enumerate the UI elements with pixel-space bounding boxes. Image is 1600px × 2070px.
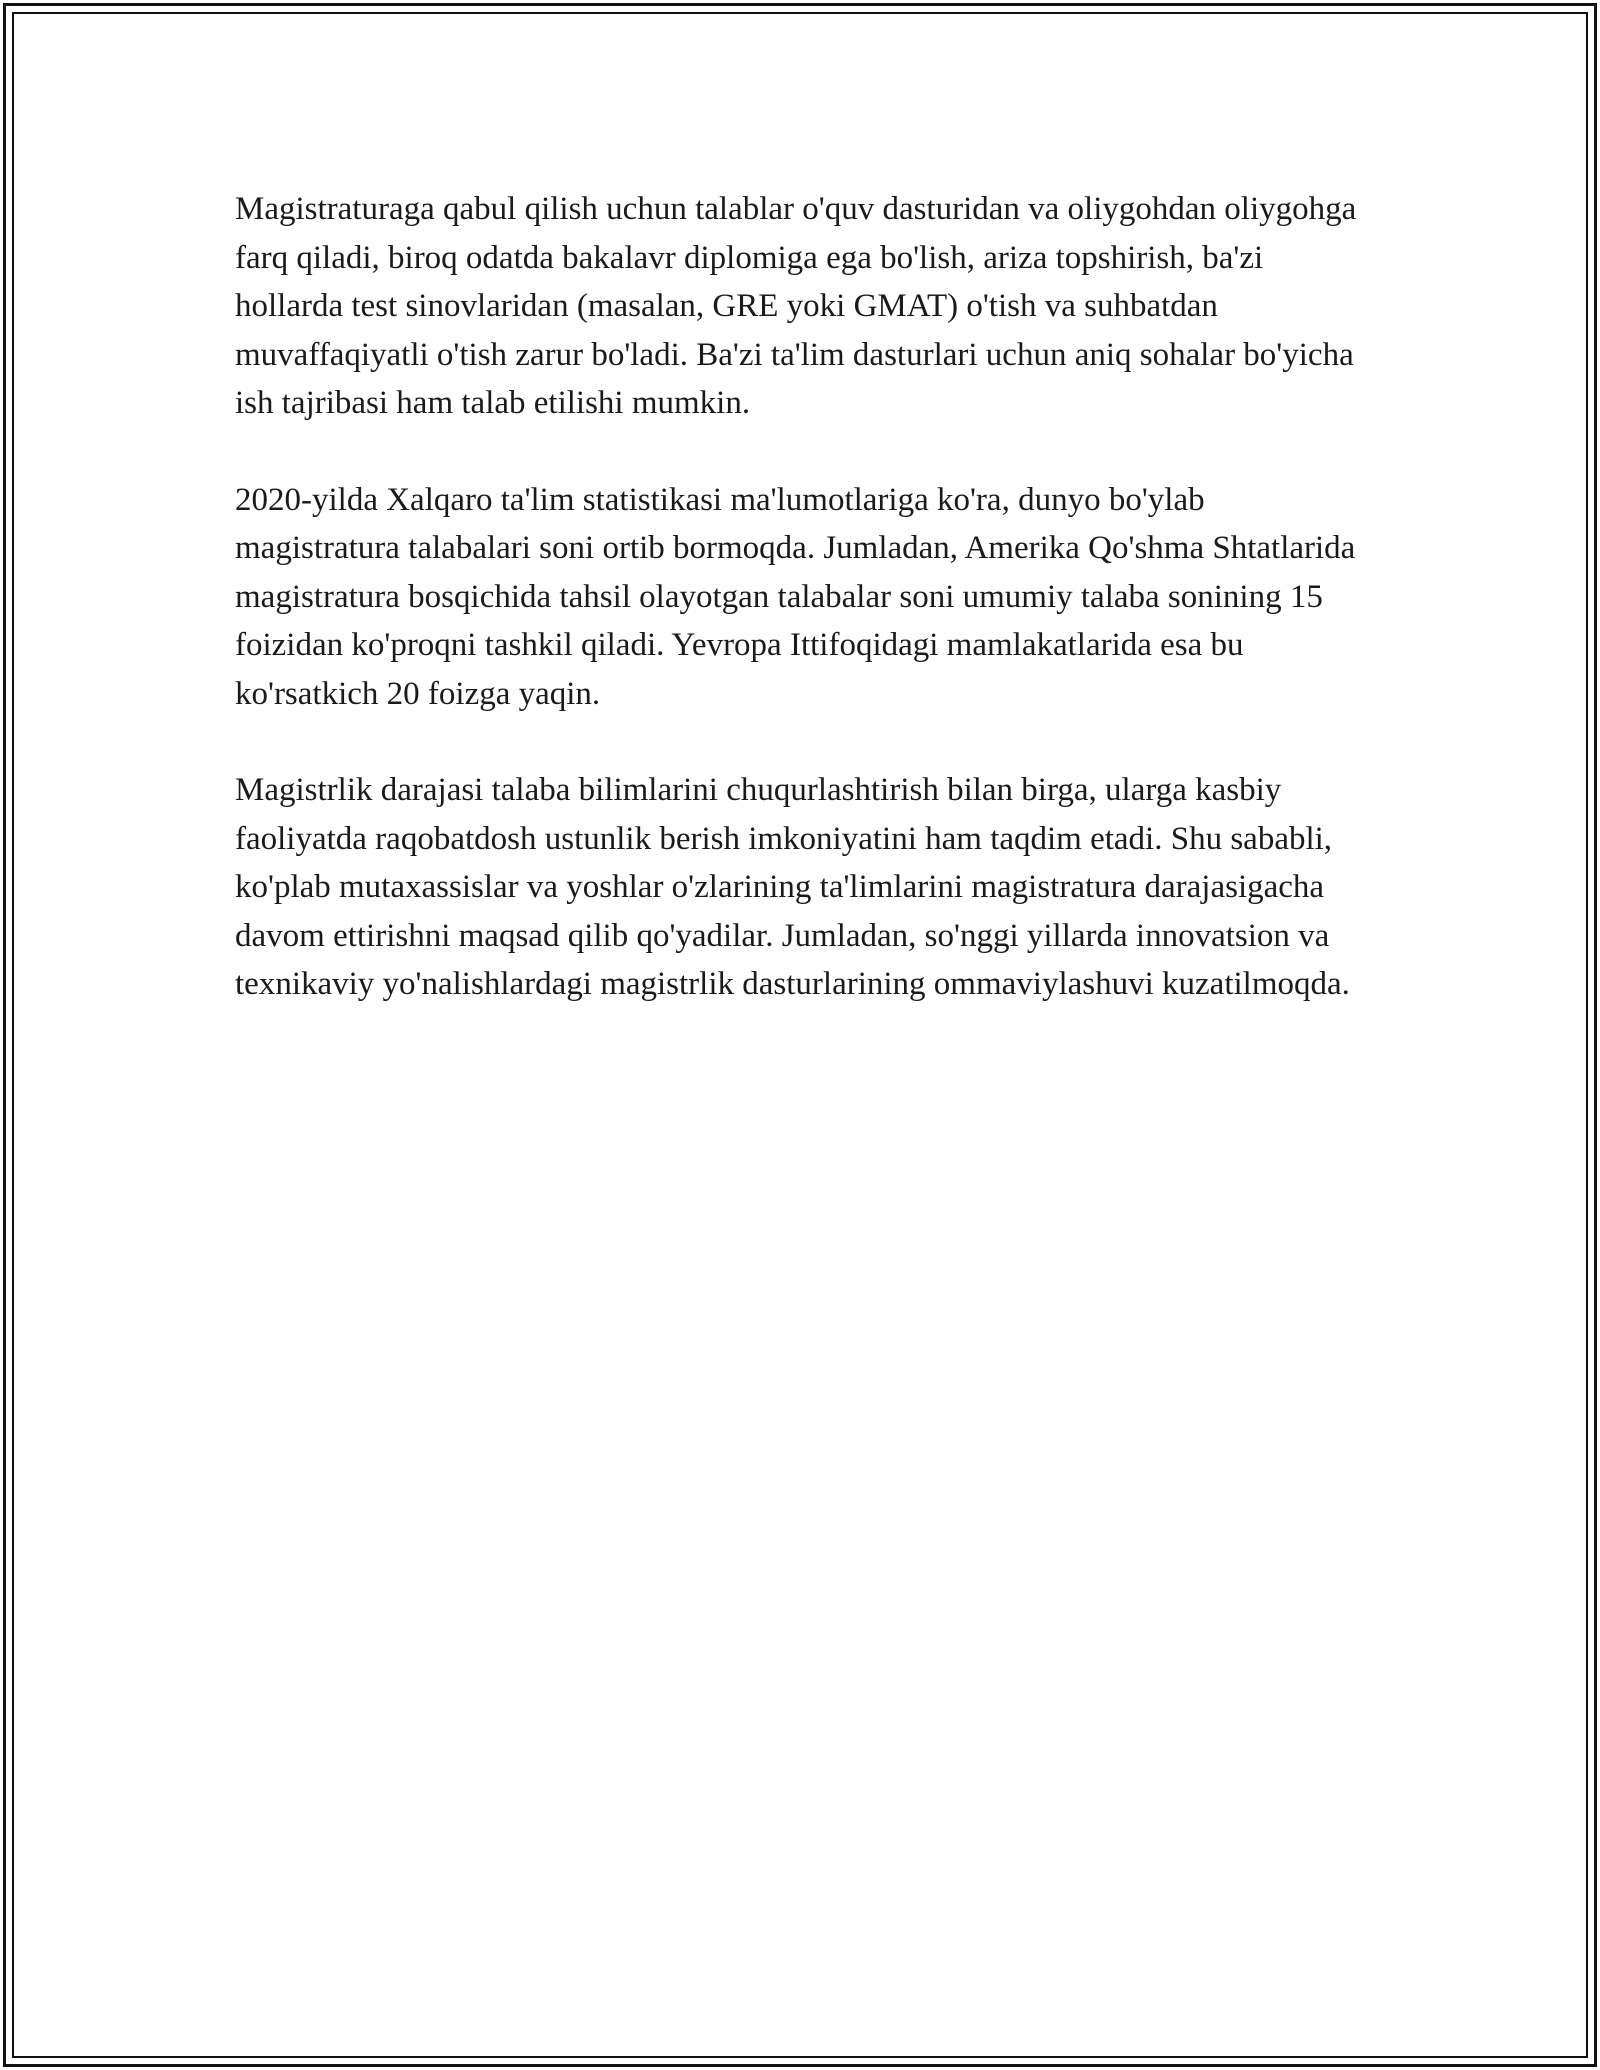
paragraph-admission-requirements: Magistraturaga qabul qilish uchun talablar o'quv dasturidan va oliygohdan oliygohga farq qiladi, biroq odatda bakalavr diplomiga ega bo'lish, ariza topshirish, ba'zi hollarda test sinovlaridan (masalan, GRE yoki GMAT) o'tish va suhbatdan muvaffaqiyatli o'tish zarur bo'ladi. Ba'zi ta'lim dasturlari uchun aniq sohalar bo'yicha ish tajribasi ham talab etilishi mumkin. [235, 191, 1357, 421]
document-body [235, 185, 1365, 1057]
paragraph-enrollment-statistics: 2020-yilda Xalqaro ta'lim statistikasi ma'lumotlariga ko'ra, dunyo bo'ylab magistratura talabalari soni ortib bormoqda. Jumladan, Amerika Qo'shma Shtatlarida magistratura bosqichida tahsil olayotgan talabalar soni umumiy talaba sonining 15 foizidan ko'proqni tashkil qiladi. Yevropa Ittifoqidagi mamlakatlarida esa bu ko'rsatkich 20 foizga yaqin. [235, 481, 1356, 712]
paragraph-masters-benefits: Magistrlik darajasi talaba bilimlarini chuqurlashtirish bilan birga, ularga kasbiy faoliyatda raqobatdosh ustunlik berish imkoniyatini ham taqdim etadi. Shu sababli, ko'plab mutaxassislar va yoshlar o'zlarining ta'limlarini magistratura darajasigacha davom ettirishni maqsad qilib qo'yadilar. Jumladan, so'nggi yillarda innovatsion va texnikaviy yo'nalishlardagi magistrlik dasturlarining ommaviylashuvi kuzatilmoqda. [235, 772, 1350, 1002]
